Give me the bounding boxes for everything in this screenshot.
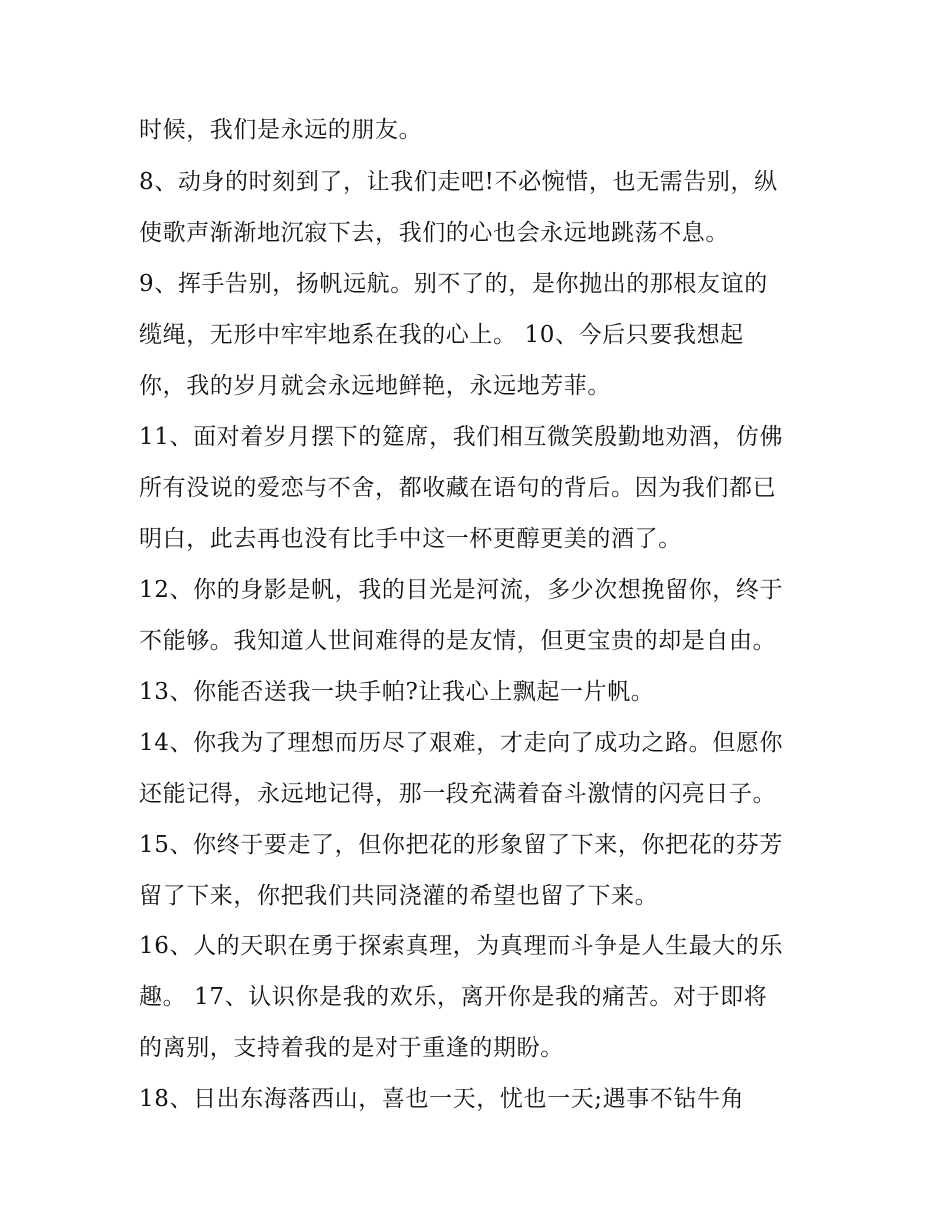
text-line: 趣。 17、认识你是我的欢乐，离开你是我的痛苦。对于即将 [139, 984, 768, 1010]
text-line: 不能够。我知道人世间难得的是友情，但更宝贵的却是自由。 [139, 628, 777, 654]
text-line: 的离别，支持着我的是对于重逢的期盼。 [139, 1035, 564, 1061]
text-line: 留了下来，你把我们共同浇灌的希望也留了下来。 [139, 883, 659, 909]
text-line: 使歌声渐渐地沉寂下去，我们的心也会永远地跳荡不息。 [139, 220, 729, 246]
text-line: 9、挥手告别，扬帆远航。别不了的，是你抛出的那根友谊的 [139, 271, 768, 297]
text-line: 13、你能否送我一块手帕?让我心上飘起一片帆。 [139, 679, 655, 705]
text-line: 12、你的身影是帆，我的目光是河流，多少次想挽留你，终于 [139, 577, 784, 603]
text-line: 时候，我们是永远的朋友。 [139, 117, 423, 143]
text-line: 14、你我为了理想而历尽了艰难，才走向了成功之路。但愿你 [139, 730, 784, 756]
text-line: 15、你终于要走了，但你把花的形象留了下来，你把花的芬芳 [139, 832, 784, 858]
text-line: 18、日出东海落西山，喜也一天，忧也一天;遇事不钻牛角 [139, 1086, 745, 1112]
text-line: 明白，此去再也没有比手中这一杯更醇更美的酒了。 [139, 526, 682, 552]
text-line: 8、动身的时刻到了，让我们走吧!不必惋惜，也无需告别，纵 [139, 169, 778, 195]
text-line: 缆绳，无形中牢牢地系在我的心上。 10、今后只要我想起 [139, 322, 744, 348]
text-line: 所有没说的爱恋与不舍，都收藏在语句的背后。因为我们都已 [139, 475, 777, 501]
text-line: 11、面对着岁月摆下的筵席，我们相互微笑殷勤地劝酒，仿佛 [139, 424, 784, 450]
text-line: 16、人的天职在勇于探索真理，为真理而斗争是人生最大的乐 [139, 933, 784, 959]
text-line: 还能记得，永远地记得，那一段充满着奋斗激情的闪亮日子。 [139, 781, 777, 807]
text-line: 你，我的岁月就会永远地鲜艳，永远地芳菲。 [139, 373, 611, 399]
